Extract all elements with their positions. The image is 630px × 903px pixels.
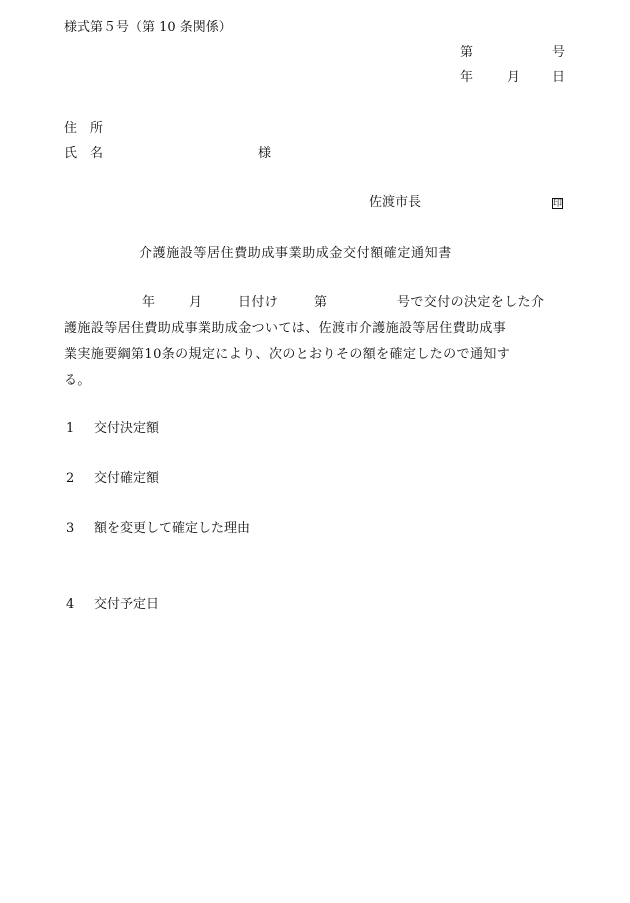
body-date-suffix: 日付け	[238, 295, 279, 310]
body-line2: 護施設等居住費助成事業助成金ついては、佐渡市介護施設等居住費助成事	[64, 321, 507, 336]
item-3-number: 3	[66, 521, 75, 536]
doc-number-prefix: 第	[460, 45, 474, 60]
form-number: 様式第５号（第 10 条関係）	[64, 20, 232, 35]
seal-mark	[552, 195, 563, 211]
doc-number-suffix: 号	[552, 45, 566, 60]
item-4-label: 交付予定日	[94, 597, 160, 612]
body-line4: る。	[64, 373, 91, 388]
item-4-number: 4	[66, 597, 75, 612]
name-label: 氏 名	[64, 146, 104, 161]
body-line3: 業実施要綱第10条の規定により、次のとおりその額を確定したので通知す	[64, 347, 511, 362]
date-year: 年	[460, 70, 474, 85]
address-label: 住 所	[64, 121, 104, 136]
issuer-title: 佐渡市長	[369, 195, 422, 210]
body-year: 年	[142, 295, 156, 310]
item-3-label: 額を変更して確定した理由	[94, 521, 251, 536]
document-title: 介護施設等居住費助成事業助成金交付額確定通知書	[139, 246, 452, 261]
body-month: 月	[189, 295, 203, 310]
body-dai: 第	[314, 295, 328, 310]
date-day: 日	[552, 70, 566, 85]
seal-icon: 印	[553, 199, 563, 209]
body-paragraph	[64, 290, 574, 394]
item-1-number: 1	[66, 421, 75, 436]
date-month: 月	[507, 70, 521, 85]
body-line1-rest: 号で交付の決定をした介	[397, 295, 545, 310]
item-1-label: 交付決定額	[94, 421, 160, 436]
item-2-number: 2	[66, 471, 75, 486]
item-2-label: 交付確定額	[94, 471, 160, 486]
honorific: 様	[258, 146, 272, 161]
